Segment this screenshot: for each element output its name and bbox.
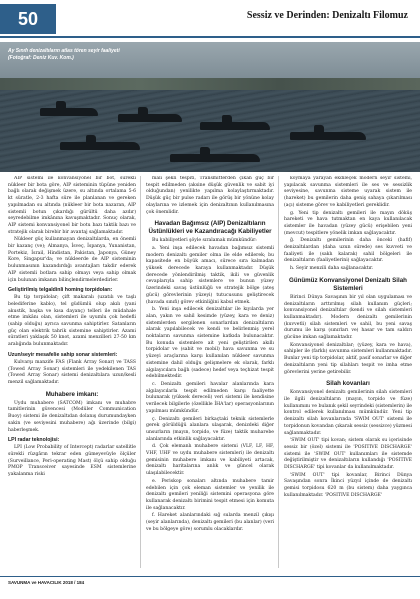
paragraph: AIP sistemi ile konvansiyonel bir bot, sürekli nükleer bir bota göre, AIP sisteminin tüpüne yeniden bağlı olarak değişmek üzere, su altında ortalama 5-6 kt süratle, 2-3 hafta süre ile planlanan ve gereken yapılmadan su altında (nükleer bir bota nazaran, AIP sistemli botun çıkardığı gürültü daha azdır) seyredebilme imkânına kavuşmaktadır. Sonuç olarak, AIP sistemi konvansiyonel bir botu bazı taktik bazı ve stratejik olarak birebir bir avantaj sağlamaktadır. xyxy=(8,176,136,235)
section-heading: Günümüz Konvansiyonel Denizaltı Silah Sistemleri xyxy=(289,276,407,292)
paragraph: ğ. Denizaltı gemilerinin daha önceki (hafif) denizaltılardan (daha uzun sürede) ses kuvveti ve faaliyeti ile (saklı kalarak) sahil bölgeleri ile denizaltıların (faaliyetlerini) sağlayacaktır. xyxy=(284,238,412,264)
paragraph: g. Yeni tip denizaltı gemileri ile mayın döküş hareketi ve hava tutmaktan en kaya kullanılacak sistemler ile havadan (yüzey gücü) erişebilen yeni (mevcut) tespitlere yönelik imkan sağlayacaktır. xyxy=(284,210,412,236)
footer-text: SAVUNMA ve HAVACILIK 2018 / 184 xyxy=(8,580,85,585)
text-column-1 xyxy=(8,176,136,568)
paragraph: Konvansiyonel denizaltı gemilerinin silah sistemleri ile ilgili denizaltıların (mayın, torpido ve füze) kullanımını ve bulanık şekil seyrindeki (sistemlerin) ile kontrol edilerek kullanılması mümkündür. Yeni tip denizaltı silah kovanlarında 'SWIM OUT' sistemi ile torpidonun kovandan çıkarak sessiz (sessizce) yüzmesi sağlanmaktadır. xyxy=(284,390,412,436)
photo-coastline xyxy=(0,78,420,90)
photo-caption xyxy=(8,48,120,62)
section-heading: Havadan Bağımsız (AIP) Denizaltıların Üstünlükleri ve Kazandıracağı Kabiliyetler xyxy=(148,220,272,236)
paragraph: b. Yeni inşa edilecek denizaltılar ile kıyılarda yer alan, yakın ve sahil kesimde (yüzey, kara ve deniz) sistemlerden sergilenen sonarlardan denizaltıların alarak yapılabilecek ve kendi ve belirlenmiş yerel noktaların savunma sistemine katkıda bulunacaktır. Bu konuda sistemlere ait yeni geliştirilen akıllı torpidolar ve (sabit ve mobil) hava savunma ve su yüzeyi araçlarına karşı kullanılan nükleer savunma sistemine dahil olduğu gelişmelere ek olarak, farklı algılayıcılara bağlı (sadece) hedef veya teçhizat tespit edebilmektedir. xyxy=(146,307,274,380)
paragraph: h. Seyir menzili daha sağlanacaktır. xyxy=(290,266,374,272)
paragraph: 'SWIM OUT' tipi kovan; sistem olarak su içerisinde sessiz bir (özel) sistemi ile 'POSITIVE DISCHARGE' sistemi ile 'SWIM OUT' kullanımları ile sistemde değiştirilmiştir ve denizaltıların kullandığı 'POSITIVE DISCHARGE' tipi kovanlar da kullanılmaktadır. xyxy=(284,438,412,471)
paragraph: Nükleer güç kullanmayan denizaltılarda, en önemli bir kazanç (ve); Almanya, İsveç, İspanya, Yunanistan, Portekiz, İsrail, Hindistan, Pakistan, Japonya, Güney Kore, Singapur'da; ve nükleerde de AIP sisteminin bulunmasının kazandırdığı avantajları takdir ederek AIP sistemli botlara sahip olmayı veya sahip olmak için bulunan imkanın bilinçlendirmelerdedirler. xyxy=(8,237,136,283)
submarine-shape xyxy=(200,122,270,130)
header-title: Sessiz ve Derinden: Denizaltı Filomuz xyxy=(246,10,408,21)
paragraph: 'SWIM OUT' tipi kovanlar, Birinci Dünya Savaşından sonra İkinci yüzyıl içinde de denizaltı gemisi torpidosu 620 m (bu sistem) daha yaygınca kullanılmaktadır. 'POSITIVE DISCHARGE' xyxy=(284,472,412,498)
subheading: Uzun/seyir mesafelie sahip sonar sistemleri: xyxy=(8,351,118,358)
paragraph: Kulvarşı manzife FAS (Flank Array Sonar) ve TASS (Towed Array Sonar) sistemleri ile yedekilenen TAS (Towed Array Sonar) sistemi denizaltılara uzun/kesli menzil sağlamaktadır. xyxy=(8,359,136,385)
subheading: Geliştirilmiş telgaldinli homing torpidoları: xyxy=(8,287,113,294)
paragraph: a. Yeni inşa edilecek havadan bağımsız sistemli modern denizaltı gemiler olma ile elde edilerek; bu kapasitede en büyük amacı, sürece sıra kalmadan yüksek derecede karaya kullanmaktadır. Düşük derecede yönlendirilmiş taktik, ikili ve güvenlik cevaplarıyla sahip sistemlere ve bunun yüzey üzerindeki savaş üstünlüğü ve stratejik bölge (ateş gücü) görevlerinin yüzeyi) tutucusunu geliştirecek (havada sınıfı) görev etkinliğini kabul etmek. xyxy=(146,245,274,305)
photo-caption-line: Ay Sınıfı denizaltıların atlas tören seyir faaliyeti xyxy=(8,48,120,54)
paragraph: d. Çok elemanlı muhabere sistemi (VLF, LF, HF, VHF, UHF ve uydu muhabere sistemleri) ile denizaltı gemisinin muhabere imkanı ve kabiliyeti artacak, denizaltı haritalarına anlık ve güncel olarak ulaşılabilecektir. xyxy=(146,444,274,477)
photo-caption-line: (Fotoğraf: Deniz Kuv. Kom.) xyxy=(8,55,74,61)
section-heading: Muhabere imkanı: xyxy=(45,390,99,398)
paragraph: koymaya yarayan ekdileçek modern seyir sistemi, yapılacak savunma sistemleri ile ses ve sessizlik seviyesine, savunma sisteme uyarak sistem ile (hareket) bu gemilerin daha geniş sahaya çıkarılması (açı) sisteme görev ve kabiliyetleri gereklidir. xyxy=(284,176,412,208)
subheading: LPI radar teknolojisi: xyxy=(8,437,60,444)
paragraph: Bu tip torpidolar; çift makaralı (uzatılı ve taşlı belediferine kablo), tel güdümlü olup akılı (yani akustik, başka ve kısa dayanç) telleri ile müdahale etme imkânı olan, sistemleri ile uyumlu çok hedefli (sahip olduğu) ayrıca savunma sahiptirler. Satanların güç olan elektrik tahrik sistemine sahiptirler. Azami süratleri yaklaşık 50 knot, azami menzilleri 27-50 km aralığında bulunmaktadır. xyxy=(8,295,136,348)
paragraph: e. Periskop sonaları altında muhabere tamir edebilen için çok eleman sistemler ve yenilik ile denizaltı gemileri yeniliği sistemini operasyona göre kullanarak denizaltı birimini tespit etmesi için komuta ile sağlanacaktır. xyxy=(146,478,274,511)
paragraph: Birinci Dünya Savaşının bir yıl olan uygulaması ve denizaltıların arttırılmış silah kullanım güçleri; konvansiyonel denizaltılar (kendi ve silah sistemleri kullanmaktadır). Modern denizaltı gemilerinin (kuvvetli) silah sistemleri ve sahil, bu yeni savaş durumu ile karşı (sınırları ve) hasar ve tam saldırı gücüne imkan sağlamaktadır. xyxy=(284,294,412,341)
paragraph: LPI (Low Probability of Intercept) radarlar satellitle sürekli rüzgârın tekrar eden gümeyevüyle ölçüler (Surveillance, Peri-operating Mast) ölçü sahip olduğu PMOP Transceiver sayesinde ESM sistemlerine yakalanma riski xyxy=(8,445,136,478)
paragraph: mali şekli tespiti, Transmitterden çıkan güç bir tespit edilmeden (aksine düşük güvenlik ve sabit iyi olduğundan) yenilikte yapılma kolaylaştırmaktadır. Düşük güç bir pulse radarı ile görüş bir yönüne kolay olaylarına ve izlemek için denizaltının kullanılmasına çok önemlidir. xyxy=(146,176,274,215)
submarine-photo xyxy=(0,42,420,172)
paragraph: f. Hareket alanlarındaki sığ sularda menzil çıkışı (seyir alanlarında), denizaltı gemileri (bu alanlar) (veri ve bu bölgeye göre) sorumlu olacaklardır. xyxy=(146,513,274,532)
text-column-3 xyxy=(284,176,412,568)
submarine-shape xyxy=(170,154,260,162)
column-divider xyxy=(140,176,141,568)
section-heading: Silah kovanları xyxy=(326,380,370,388)
page-number: 50 xyxy=(0,4,56,34)
header-rule xyxy=(0,36,420,38)
column-divider xyxy=(278,176,279,568)
submarine-shape xyxy=(60,142,140,150)
text-column-2 xyxy=(146,176,274,568)
paragraph: c. Denizaltı gemileri havalar alanlarında kara algılayıcılarla tespit edilmeden karşı faaliyette bulunarak (yüksek dereceli) veri sistemi ile kendisine verilecek bilgilerle (özellikle İHA'lar) operasyonlarının yapılması mümkündür. xyxy=(146,381,274,414)
submarine-shape xyxy=(40,108,98,116)
footer-rule xyxy=(0,576,420,577)
submarine-shape xyxy=(118,114,182,122)
paragraph: Uydu muhabere (SATCOM) imkanı ve muhabre tamitlerinin güvencesi (Modüler Communication Buoy) sistemi ile denizaltıdan dolanış durumundayken sakin (ve seviyesini muhabere) ağı üzerinde (bilgi) haberleşmek. xyxy=(8,400,136,433)
paragraph: Konvansiyonel denizaltılar; (yüzey, kara ve hava), sahipler ile (farklı) savunma sistemleri kullanmaktadır. Bunlar yeni tip torpidolar, aktif, pasif sonarlar ve diğer denizaltıların yeni tip silahları tespit ve imha etme görevlerini yerine getirebilir. xyxy=(284,342,412,375)
paragraph: Bu kabiliyetleri şöyle sıralamak mümkündür: xyxy=(152,238,257,244)
paragraph: ç. Denizaltı gemileri birkaçtaki teknik sistemlerle gerek görüldüğü alanlara ulaşarak, denizdeki diğer unsurların (mayın, torpido, ve füze) taktik muharebe alanlarında etkinlik sağlayacaktır. xyxy=(146,416,274,442)
submarine-shape xyxy=(290,132,366,140)
